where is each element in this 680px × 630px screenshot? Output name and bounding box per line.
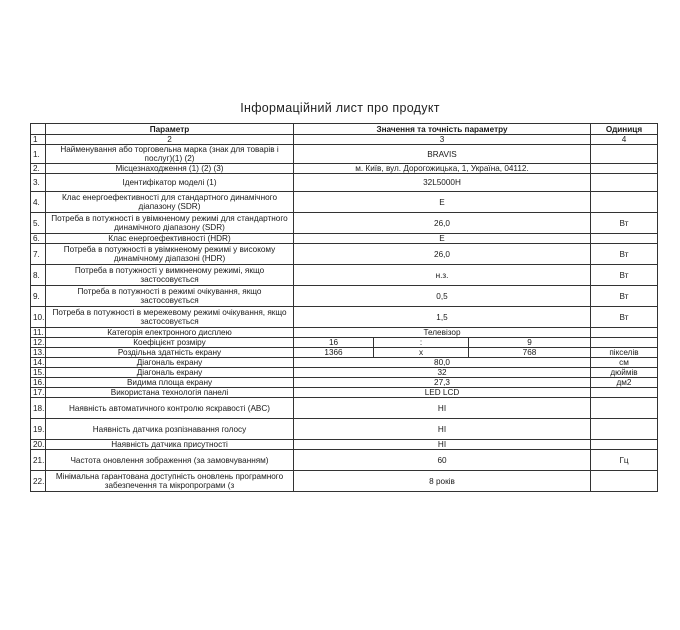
row-number: 2. [31,164,46,174]
row-unit [591,328,658,338]
row-unit [591,388,658,398]
row-value: Телевізор [294,328,591,338]
row-value: 80,0 [294,358,591,368]
row-number: 10. [31,307,46,328]
row-unit: Вт [591,307,658,328]
row-unit: Вт [591,213,658,234]
row-parameter: Коефіцієнт розміру [46,338,294,348]
table-row [31,145,658,164]
row-unit [591,338,658,348]
header-cell-unit: Одиниця [591,124,658,135]
row-unit [591,234,658,244]
row-parameter: Видима площа екрану [46,378,294,388]
row-value-part: 1366 [294,348,374,358]
row-unit: Вт [591,286,658,307]
row-value: НІ [294,398,591,419]
row-number: 4. [31,192,46,213]
row-value: 26,0 [294,213,591,234]
row-value-part: x [374,348,469,358]
row-parameter: Потреба в потужності у вимкненому режимі, якщо застосовується [46,265,294,286]
row-parameter: Категорія електронного дисплею [46,328,294,338]
row-number: 14. [31,358,46,368]
row-number: 9. [31,286,46,307]
row-parameter: Потреба в потужності в режимі очікування, якщо застосовується [46,286,294,307]
row-parameter: Потреба в потужності в мережевому режимі очікування, якщо застосовується [46,307,294,328]
row-parameter: Частота оновлення зображення (за замовчуванням) [46,450,294,471]
table-row [31,398,658,419]
row-unit [591,174,658,192]
row-number: 11. [31,328,46,338]
table-row [31,388,658,398]
index-cell: 4 [591,135,658,145]
row-value: 8 років [294,471,591,492]
row-value: E [294,234,591,244]
index-cell: 1 [31,135,46,145]
row-value: 26,0 [294,244,591,265]
table-row [31,307,658,328]
row-number: 18. [31,398,46,419]
row-number: 13. [31,348,46,358]
table-row [31,164,658,174]
row-value: BRAVIS [294,145,591,164]
table-row [31,440,658,450]
row-value: 32L5000H [294,174,591,192]
row-unit: пікселів [591,348,658,358]
row-value: 0,5 [294,286,591,307]
row-number: 5. [31,213,46,234]
row-number: 22. [31,471,46,492]
row-parameter: Роздільна здатність екрану [46,348,294,358]
row-parameter: Мінімальна гарантована доступність оновлень програмного забезпечення та мікропрограми (з [46,471,294,492]
row-parameter: Наявність датчика розпізнавання голосу [46,419,294,440]
row-number: 6. [31,234,46,244]
row-unit [591,471,658,492]
row-parameter: Наявність датчика присутності [46,440,294,450]
row-parameter: Використана технологія панелі [46,388,294,398]
row-number: 19. [31,419,46,440]
row-unit: дюймів [591,368,658,378]
table-row [31,471,658,492]
row-value: м. Київ, вул. Дорогожицька, 1, Україна, 04112. [294,164,591,174]
row-number: 16. [31,378,46,388]
row-number: 1. [31,145,46,164]
row-unit [591,440,658,450]
table-row [31,174,658,192]
table-row [31,265,658,286]
index-cell: 3 [294,135,591,145]
row-number: 12. [31,338,46,348]
row-value-part: 9 [469,338,591,348]
header-cell-number [31,124,46,135]
row-unit: Вт [591,265,658,286]
row-unit: см [591,358,658,368]
table-row [31,338,658,348]
row-unit [591,192,658,213]
row-parameter: Місцезнаходження (1) (2) (3) [46,164,294,174]
row-number: 8. [31,265,46,286]
row-number: 17. [31,388,46,398]
row-value: 1,5 [294,307,591,328]
row-value-part: 768 [469,348,591,358]
row-unit [591,145,658,164]
table-row [31,286,658,307]
table-row [31,348,658,358]
row-value: E [294,192,591,213]
table-row [31,378,658,388]
row-parameter: Клас енергоефективності для стандартного динамічного діапазону (SDR) [46,192,294,213]
row-unit: Гц [591,450,658,471]
row-number: 15. [31,368,46,378]
table-row [31,358,658,368]
row-unit [591,164,658,174]
row-parameter: Ідентифікатор моделі (1) [46,174,294,192]
row-parameter: Потреба в потужності в увімкненому режимі для стандартного динамічного діапазону (SDR) [46,213,294,234]
row-parameter: Наявність автоматичного контролю яскравості (ABC) [46,398,294,419]
row-parameter: Діагональ екрану [46,368,294,378]
row-value: НІ [294,419,591,440]
row-unit: дм2 [591,378,658,388]
row-value: НІ [294,440,591,450]
product-info-table [30,123,658,492]
table-row [31,244,658,265]
header-cell-parameter: Параметр [46,124,294,135]
row-parameter: Найменування або торговельна марка (знак для товарів і послуг)(1) (2) [46,145,294,164]
row-value: LED LCD [294,388,591,398]
table-row [31,368,658,378]
row-parameter: Діагональ екрану [46,358,294,368]
row-value: 60 [294,450,591,471]
table-row [31,213,658,234]
table-row [31,192,658,213]
header-cell-value: Значення та точність параметру [294,124,591,135]
row-parameter: Потреба в потужності в увімкненому режимі у високому динамічному діапазоні (HDR) [46,244,294,265]
row-value: 32 [294,368,591,378]
row-number: 7. [31,244,46,265]
row-value-part: : [374,338,469,348]
row-number: 3. [31,174,46,192]
sheet-title: Інформаційний лист про продукт [240,101,440,115]
table-header-row [31,124,658,135]
row-value: 27,3 [294,378,591,388]
row-number: 21. [31,450,46,471]
row-unit [591,419,658,440]
index-row [31,135,658,145]
row-parameter: Клас енергоефективності (HDR) [46,234,294,244]
table-row [31,328,658,338]
index-cell: 2 [46,135,294,145]
row-unit: Вт [591,244,658,265]
row-value: н.з. [294,265,591,286]
table-row [31,419,658,440]
row-value-part: 16 [294,338,374,348]
row-unit [591,398,658,419]
row-number: 20. [31,440,46,450]
table-row [31,234,658,244]
table-row [31,450,658,471]
